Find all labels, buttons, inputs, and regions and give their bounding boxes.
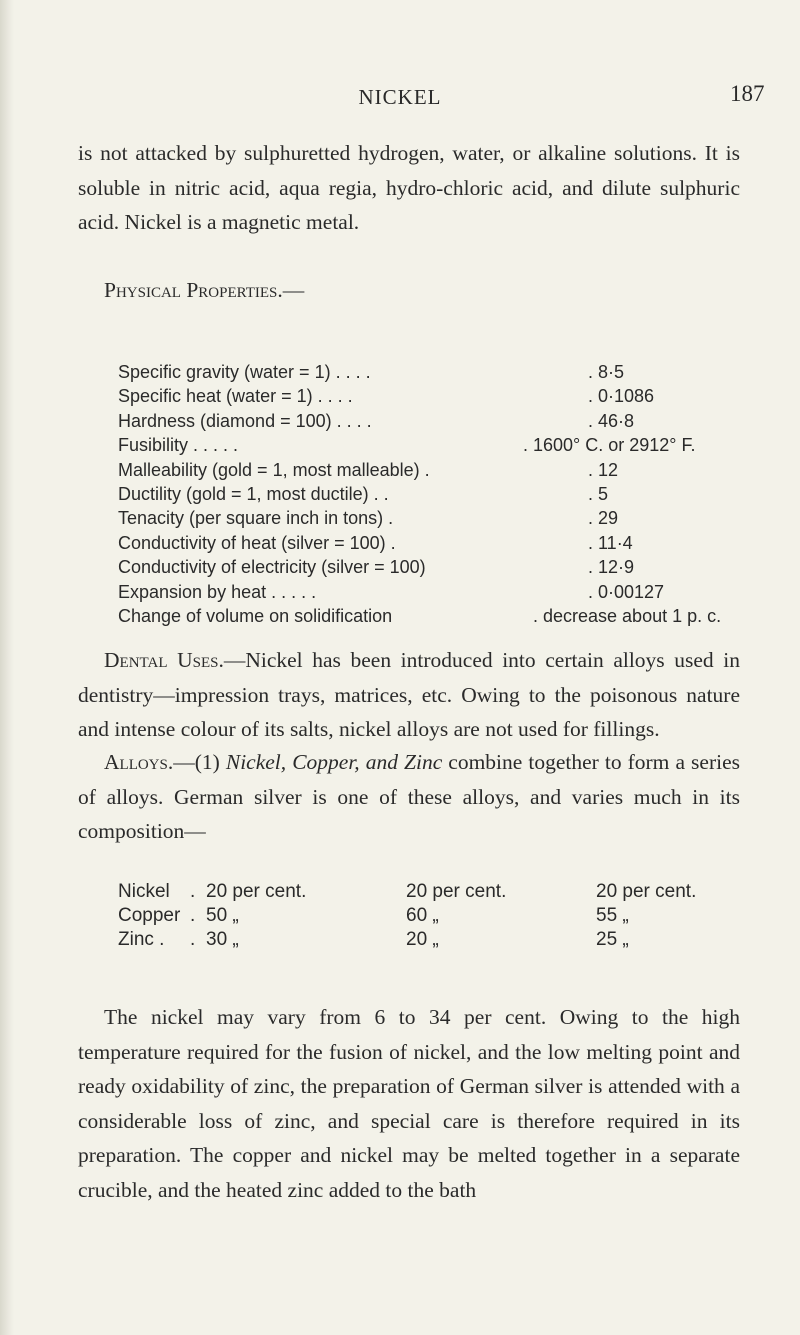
property-value: . 0·00127	[588, 581, 665, 602]
property-name: Tenacity (per square inch in tons) .	[118, 508, 394, 529]
alloys-paragraph	[78, 745, 740, 849]
table-row	[118, 904, 738, 928]
metal-name: Copper	[118, 905, 181, 926]
property-name: Fusibility . . . . .	[118, 435, 239, 456]
page-number: 187	[730, 81, 765, 106]
composition-b: 20 „	[406, 929, 439, 950]
dental-uses-text: —Nickel has been introduced into certain alloys used in dentistry—impression trays, matrices, etc. Owing to the poisonous nature and intense colour of its salts, nickel alloys are not used for fillings.	[78, 648, 740, 741]
property-row	[118, 384, 758, 408]
page-spine-shadow	[0, 0, 14, 1335]
closing-paragraph: The nickel may vary from 6 to 34 per cent. Owing to the high temperature required for the fusion of nickel, and the low melting point and ready oxidability of zinc, the preparation of German silver is attended with a considerable loss of zinc, and special care is therefore required in its preparation. The copper and nickel may be melted together in a separate crucible, and the heated zinc added to the bath	[78, 1005, 740, 1202]
composition-a: 30 „	[206, 929, 239, 950]
alloys-text: combine together to form a series of alloys. German silver is one of these alloys, and varies much in its composition—	[78, 750, 740, 843]
composition-b: 60 „	[406, 905, 439, 926]
property-name: Malleability (gold = 1, most malleable) .	[118, 459, 430, 480]
composition-c: 20 per cent.	[596, 881, 697, 902]
dental-uses-paragraph	[78, 643, 740, 747]
heading-dash: —	[282, 278, 305, 302]
physical-properties-heading	[78, 273, 740, 308]
table-row	[118, 928, 738, 952]
property-name: Expansion by heat . . . . .	[118, 581, 317, 602]
property-value: . decrease about 1 p. c.	[533, 605, 722, 626]
property-row	[118, 433, 758, 457]
property-name: Hardness (diamond = 100) . . . .	[118, 410, 372, 431]
property-value: . 0·1086	[588, 386, 655, 407]
intro-paragraph: is not attacked by sulphuretted hydrogen, water, or alkaline solutions. It is soluble in nitric acid, aqua regia, hydro-chloric acid, and dilute sulphuric acid. Nickel is a magnetic metal.	[78, 141, 740, 234]
property-row	[118, 409, 758, 433]
alloys-lead: —(1)	[173, 750, 226, 774]
property-value: . 46·8	[588, 410, 635, 431]
property-name: Change of volume on solidification	[118, 605, 393, 626]
property-value: . 12·9	[588, 557, 635, 578]
property-name: Conductivity of heat (silver = 100) .	[118, 532, 396, 553]
property-value: . 1600° C. or 2912° F.	[523, 435, 696, 456]
alloys-italic-metals: Nickel, Copper, and Zinc	[225, 750, 443, 774]
property-row	[118, 604, 758, 628]
physical-properties-table	[118, 360, 758, 628]
composition-c: 55 „	[596, 905, 629, 926]
property-value: . 11·4	[588, 532, 633, 553]
property-name: Specific heat (water = 1) . . . .	[118, 386, 353, 407]
dental-uses-heading: Dental Uses.	[104, 648, 224, 672]
physical-properties-title: Physical Properties.	[104, 278, 283, 302]
row-leader: .	[190, 929, 196, 950]
metal-name: Nickel	[118, 881, 170, 902]
property-name: Ductility (gold = 1, most ductile) . .	[118, 483, 389, 504]
property-row	[118, 506, 758, 530]
composition-b: 20 per cent.	[406, 881, 507, 902]
running-head: NICKEL	[358, 85, 442, 109]
property-value: . 5	[588, 483, 609, 504]
row-leader: .	[190, 881, 196, 902]
property-name: Specific gravity (water = 1) . . . .	[118, 362, 371, 382]
property-row	[118, 360, 758, 384]
composition-a: 50 „	[206, 905, 239, 926]
property-value: . 8·5	[588, 362, 625, 382]
row-leader: .	[190, 905, 196, 926]
property-value: . 12	[588, 459, 619, 480]
table-row	[118, 880, 738, 904]
metal-name: Zinc .	[118, 929, 165, 950]
alloys-heading: Alloys.	[104, 750, 174, 774]
property-value: . 29	[588, 508, 619, 529]
composition-a: 20 per cent.	[206, 881, 307, 902]
composition-c: 25 „	[596, 929, 629, 950]
german-silver-composition-table	[118, 880, 738, 952]
property-row	[118, 531, 758, 555]
property-name: Conductivity of electricity (silver = 100)	[118, 557, 426, 578]
property-row	[118, 580, 758, 604]
property-row	[118, 458, 758, 482]
property-row	[118, 482, 758, 506]
property-row	[118, 555, 758, 579]
